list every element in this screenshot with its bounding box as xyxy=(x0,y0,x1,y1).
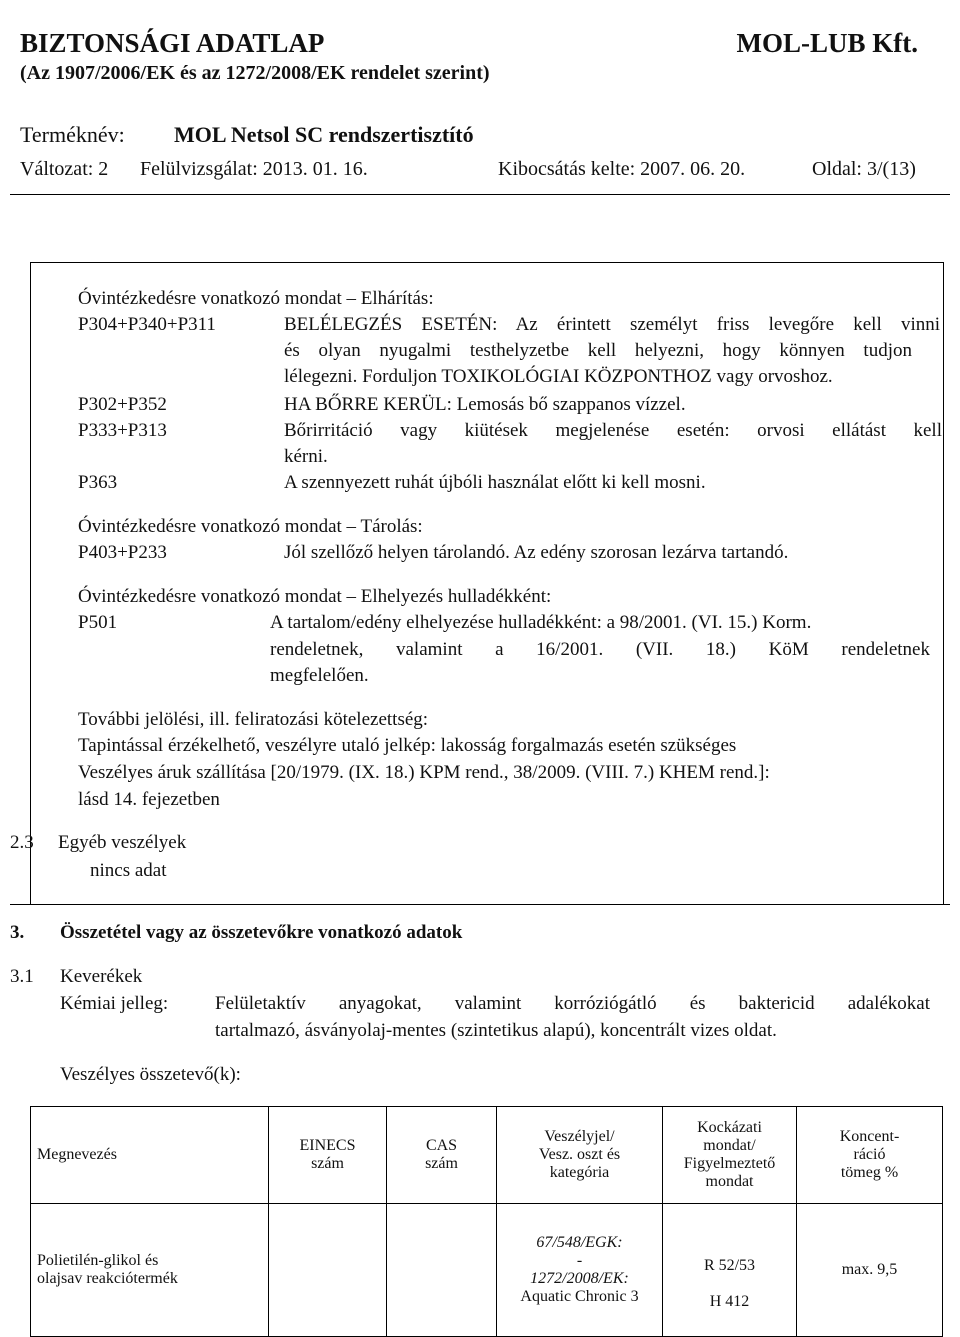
p-text-line: Bőrirritáció vagy kiütések megjelenése esetén: orvosi ellátást kell xyxy=(284,420,942,441)
chem-text-line: Felületaktív anyagokat, valamint korróziógátló és baktericid adalékokat xyxy=(215,993,930,1014)
issue-date: Kibocsátás kelte: 2007. 06. 20. xyxy=(498,158,746,180)
header-text: szám xyxy=(311,1155,344,1172)
header-risk xyxy=(663,1107,797,1204)
cell-text: R 52/53 xyxy=(703,1257,756,1274)
cell-text: 67/548/EGK: xyxy=(536,1234,623,1251)
p-code: P363 xyxy=(78,472,118,493)
header-conc xyxy=(797,1107,943,1204)
version: Változat: 2 xyxy=(20,158,109,180)
labelling-line: lásd 14. fejezetben xyxy=(78,789,220,810)
regulation-subtitle: (Az 1907/2006/EK és az 1272/2008/EK rendelet szerint) xyxy=(20,62,490,84)
section-title: Összetétel vagy az összetevőkre vonatkozó adatok xyxy=(60,922,463,943)
response-heading: Óvintézkedésre vonatkozó mondat – Elhárítás: xyxy=(78,288,434,309)
header-text: EINECS xyxy=(299,1137,356,1154)
cell-text: Aquatic Chronic 3 xyxy=(520,1288,639,1305)
section-divider xyxy=(10,904,950,905)
p-text-line: A szennyezett ruhát újbóli használat előtt ki kell mosni. xyxy=(284,472,706,493)
header-name-text: Megnevezés xyxy=(37,1146,117,1163)
cell-conc xyxy=(797,1204,943,1337)
product-name: MOL Netsol SC rendszertisztító xyxy=(174,122,474,147)
p-text-line: BELÉLEGZÉS ESETÉN: Az érintett személyt friss levegőre kell vinni xyxy=(284,314,940,335)
cell-text: 1272/2008/EK: xyxy=(530,1270,629,1287)
cell-name xyxy=(31,1204,269,1337)
storage-heading: Óvintézkedésre vonatkozó mondat – Tárolás: xyxy=(78,516,423,537)
header-text: mondat/ xyxy=(703,1137,756,1154)
cell-cas xyxy=(387,1204,497,1337)
section-number: 3.1 xyxy=(10,966,34,987)
storage-text: Jól szellőző helyen tárolandó. Az edény szorosan lezárva tartandó. xyxy=(284,542,789,563)
header-text: ráció xyxy=(853,1146,886,1163)
header-text: Kockázati xyxy=(697,1119,762,1136)
cell-text: Polietilén-glikol és xyxy=(37,1252,159,1269)
header-name xyxy=(31,1107,269,1204)
header-text: mondat xyxy=(705,1173,754,1190)
chem-text-line: tartalmazó, ásványolaj-mentes (szintetikus alapú), koncentrált vizes oldat. xyxy=(215,1020,777,1041)
cell-einecs xyxy=(269,1204,387,1337)
disposal-line: rendeletnek, valamint a 16/2001. (VII. 18.) KöM rendeletnek xyxy=(270,639,930,660)
product-label: Terméknév: xyxy=(20,122,125,147)
page-number: Oldal: 3/(13) xyxy=(812,158,916,180)
p-code: P302+P352 xyxy=(78,394,167,415)
p-text-line: lélegezni. Forduljon TOXIKOLÓGIAI KÖZPONTHOZ vagy orvoshoz. xyxy=(284,366,833,387)
header-text: kategória xyxy=(549,1164,610,1181)
disposal-code: P501 xyxy=(78,612,118,633)
p-code: P304+P340+P311 xyxy=(78,314,216,335)
section-title: Egyéb veszélyek xyxy=(58,832,187,853)
disposal-line: A tartalom/edény elhelyezése hulladékként: a 98/2001. (VI. 15.) Korm. xyxy=(270,612,812,633)
cell-text: olajsav reakciótermék xyxy=(37,1270,178,1287)
p-text-line: kérni. xyxy=(284,446,328,467)
company-name: MOL-LUB Kft. xyxy=(736,28,918,58)
cell-text: H 412 xyxy=(709,1293,750,1310)
cell-risk xyxy=(663,1204,797,1337)
header-cas xyxy=(387,1107,497,1204)
header-divider xyxy=(10,194,950,195)
labelling-heading: További jelölési, ill. feliratozási kötelezettség: xyxy=(78,709,429,730)
header-text: Veszélyjel/ xyxy=(544,1128,615,1145)
document-title: BIZTONSÁGI ADATLAP xyxy=(20,28,325,58)
labelling-line: Tapintással érzékelhető, veszélyre utaló jelkép: lakosság forgalmazás esetén szükséges xyxy=(78,735,737,756)
other-hazards-value: nincs adat xyxy=(90,860,167,881)
p-text-line: HA BŐRRE KERÜL: Lemosás bő szappanos vízzel. xyxy=(284,394,686,415)
header-text: tömeg % xyxy=(840,1164,899,1181)
section-number: 2.3 xyxy=(10,832,34,853)
header-text: CAS xyxy=(425,1137,458,1154)
header-text: szám xyxy=(425,1155,458,1172)
cell-text: - xyxy=(576,1252,583,1269)
section-title: Keverékek xyxy=(60,966,143,987)
p-text-line: és olyan nyugalmi testhelyzetbe kell helyezni, hogy könnyen tudjon xyxy=(284,340,912,361)
disposal-line: megfelelően. xyxy=(270,665,369,686)
chem-label: Kémiai jelleg: xyxy=(60,993,169,1014)
section-number: 3. xyxy=(10,922,25,943)
hazardous-label: Veszélyes összetevő(k): xyxy=(60,1064,241,1085)
table-row xyxy=(31,1204,943,1337)
disposal-heading: Óvintézkedésre vonatkozó mondat – Elhelyezés hulladékként: xyxy=(78,586,552,607)
p-code: P333+P313 xyxy=(78,420,167,441)
table-header-row xyxy=(31,1107,943,1204)
review-date: Felülvizsgálat: 2013. 01. 16. xyxy=(140,158,368,180)
storage-code: P403+P233 xyxy=(78,542,167,563)
header-einecs xyxy=(269,1107,387,1204)
header-text: Koncent- xyxy=(839,1128,900,1145)
components-table xyxy=(30,1106,943,1337)
header-text: Figyelmeztető xyxy=(683,1155,776,1172)
header-symbol xyxy=(497,1107,663,1204)
header-text: Vesz. oszt és xyxy=(538,1146,621,1163)
labelling-line: Veszélyes áruk szállítása [20/1979. (IX. 18.) KPM rend., 38/2009. (VIII. 7.) KHEM rend.]: xyxy=(78,762,770,783)
cell-text: max. 9,5 xyxy=(841,1261,898,1278)
cell-symbol xyxy=(497,1204,663,1337)
